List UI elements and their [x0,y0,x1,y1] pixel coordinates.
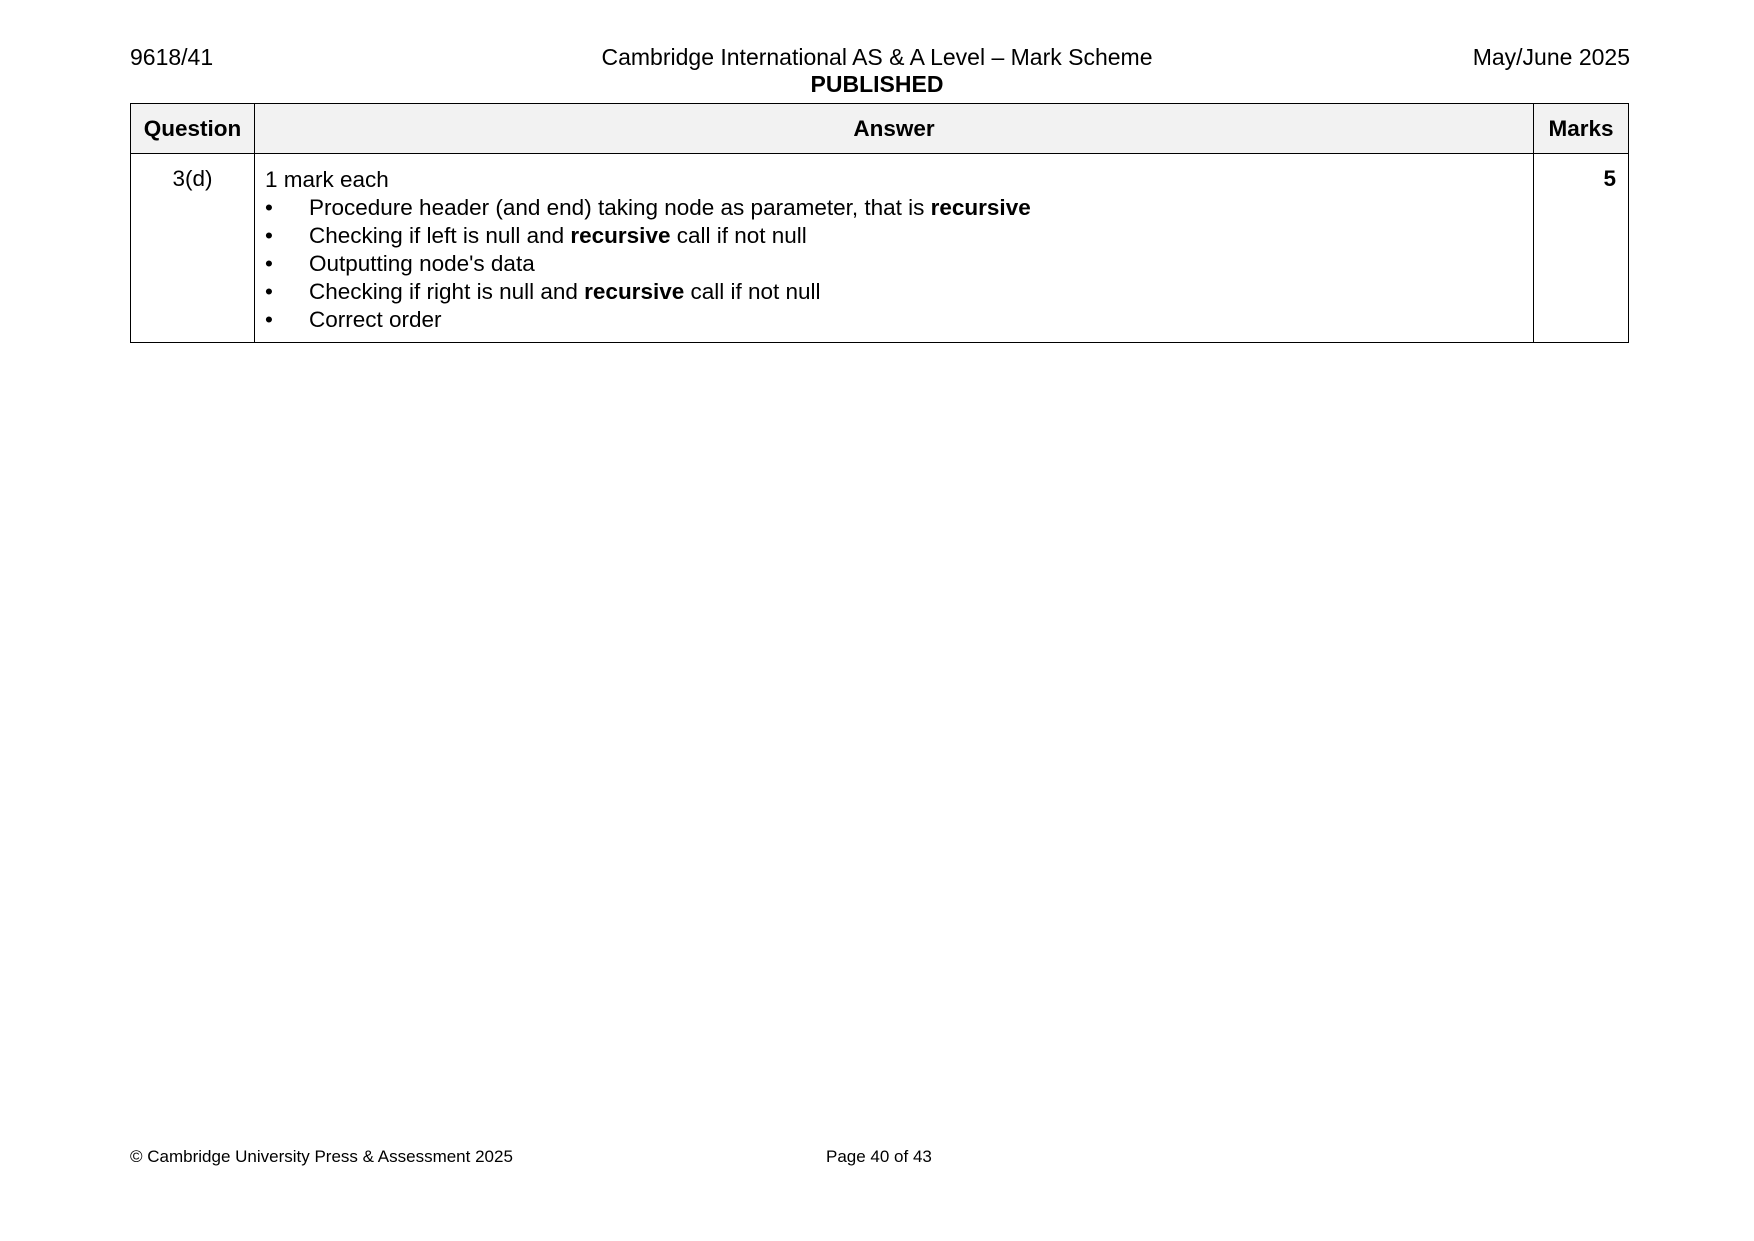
table-row [131,154,1629,343]
point-text: Procedure header (and end) taking node as parameter, that is [309,195,931,220]
marking-points-list [265,194,1523,334]
marking-point [265,278,1523,306]
marks-value: 5 [1534,154,1629,343]
point-text: Correct order [309,307,442,332]
column-header-question: Question [131,104,255,154]
marking-point [265,250,1523,278]
mark-scheme-table [130,103,1629,343]
point-text-after: call if not null [670,223,807,248]
answer-intro: 1 mark each [265,167,389,192]
point-text: Outputting node's data [309,251,535,276]
question-number: 3(d) [131,154,255,343]
exam-session: May/June 2025 [1472,44,1630,70]
point-text: Checking if right is null and [309,279,585,304]
document-title: Cambridge International AS & A Level – Mark Scheme [601,44,1153,70]
bullet-icon: • [265,279,273,304]
column-header-marks: Marks [1534,104,1629,154]
point-keyword: recursive [570,223,671,248]
point-text: Checking if left is null and [309,223,571,248]
answer-cell [255,154,1534,343]
paper-code: 9618/41 [130,44,214,70]
bullet-icon: • [265,307,273,332]
point-keyword: recursive [584,279,685,304]
column-header-answer: Answer [255,104,1534,154]
table-header-row [131,104,1629,154]
bullet-icon: • [265,251,273,276]
point-keyword: recursive [930,195,1031,220]
page-number: Page 40 of 43 [826,1147,932,1166]
point-text-after: call if not null [684,279,821,304]
marking-point [265,194,1523,222]
bullet-icon: • [265,223,273,248]
bullet-icon: • [265,195,273,220]
published-label: PUBLISHED [810,71,944,97]
copyright-notice: © Cambridge University Press & Assessment 2025 [130,1147,513,1166]
marking-point [265,222,1523,250]
marking-point [265,306,1523,334]
